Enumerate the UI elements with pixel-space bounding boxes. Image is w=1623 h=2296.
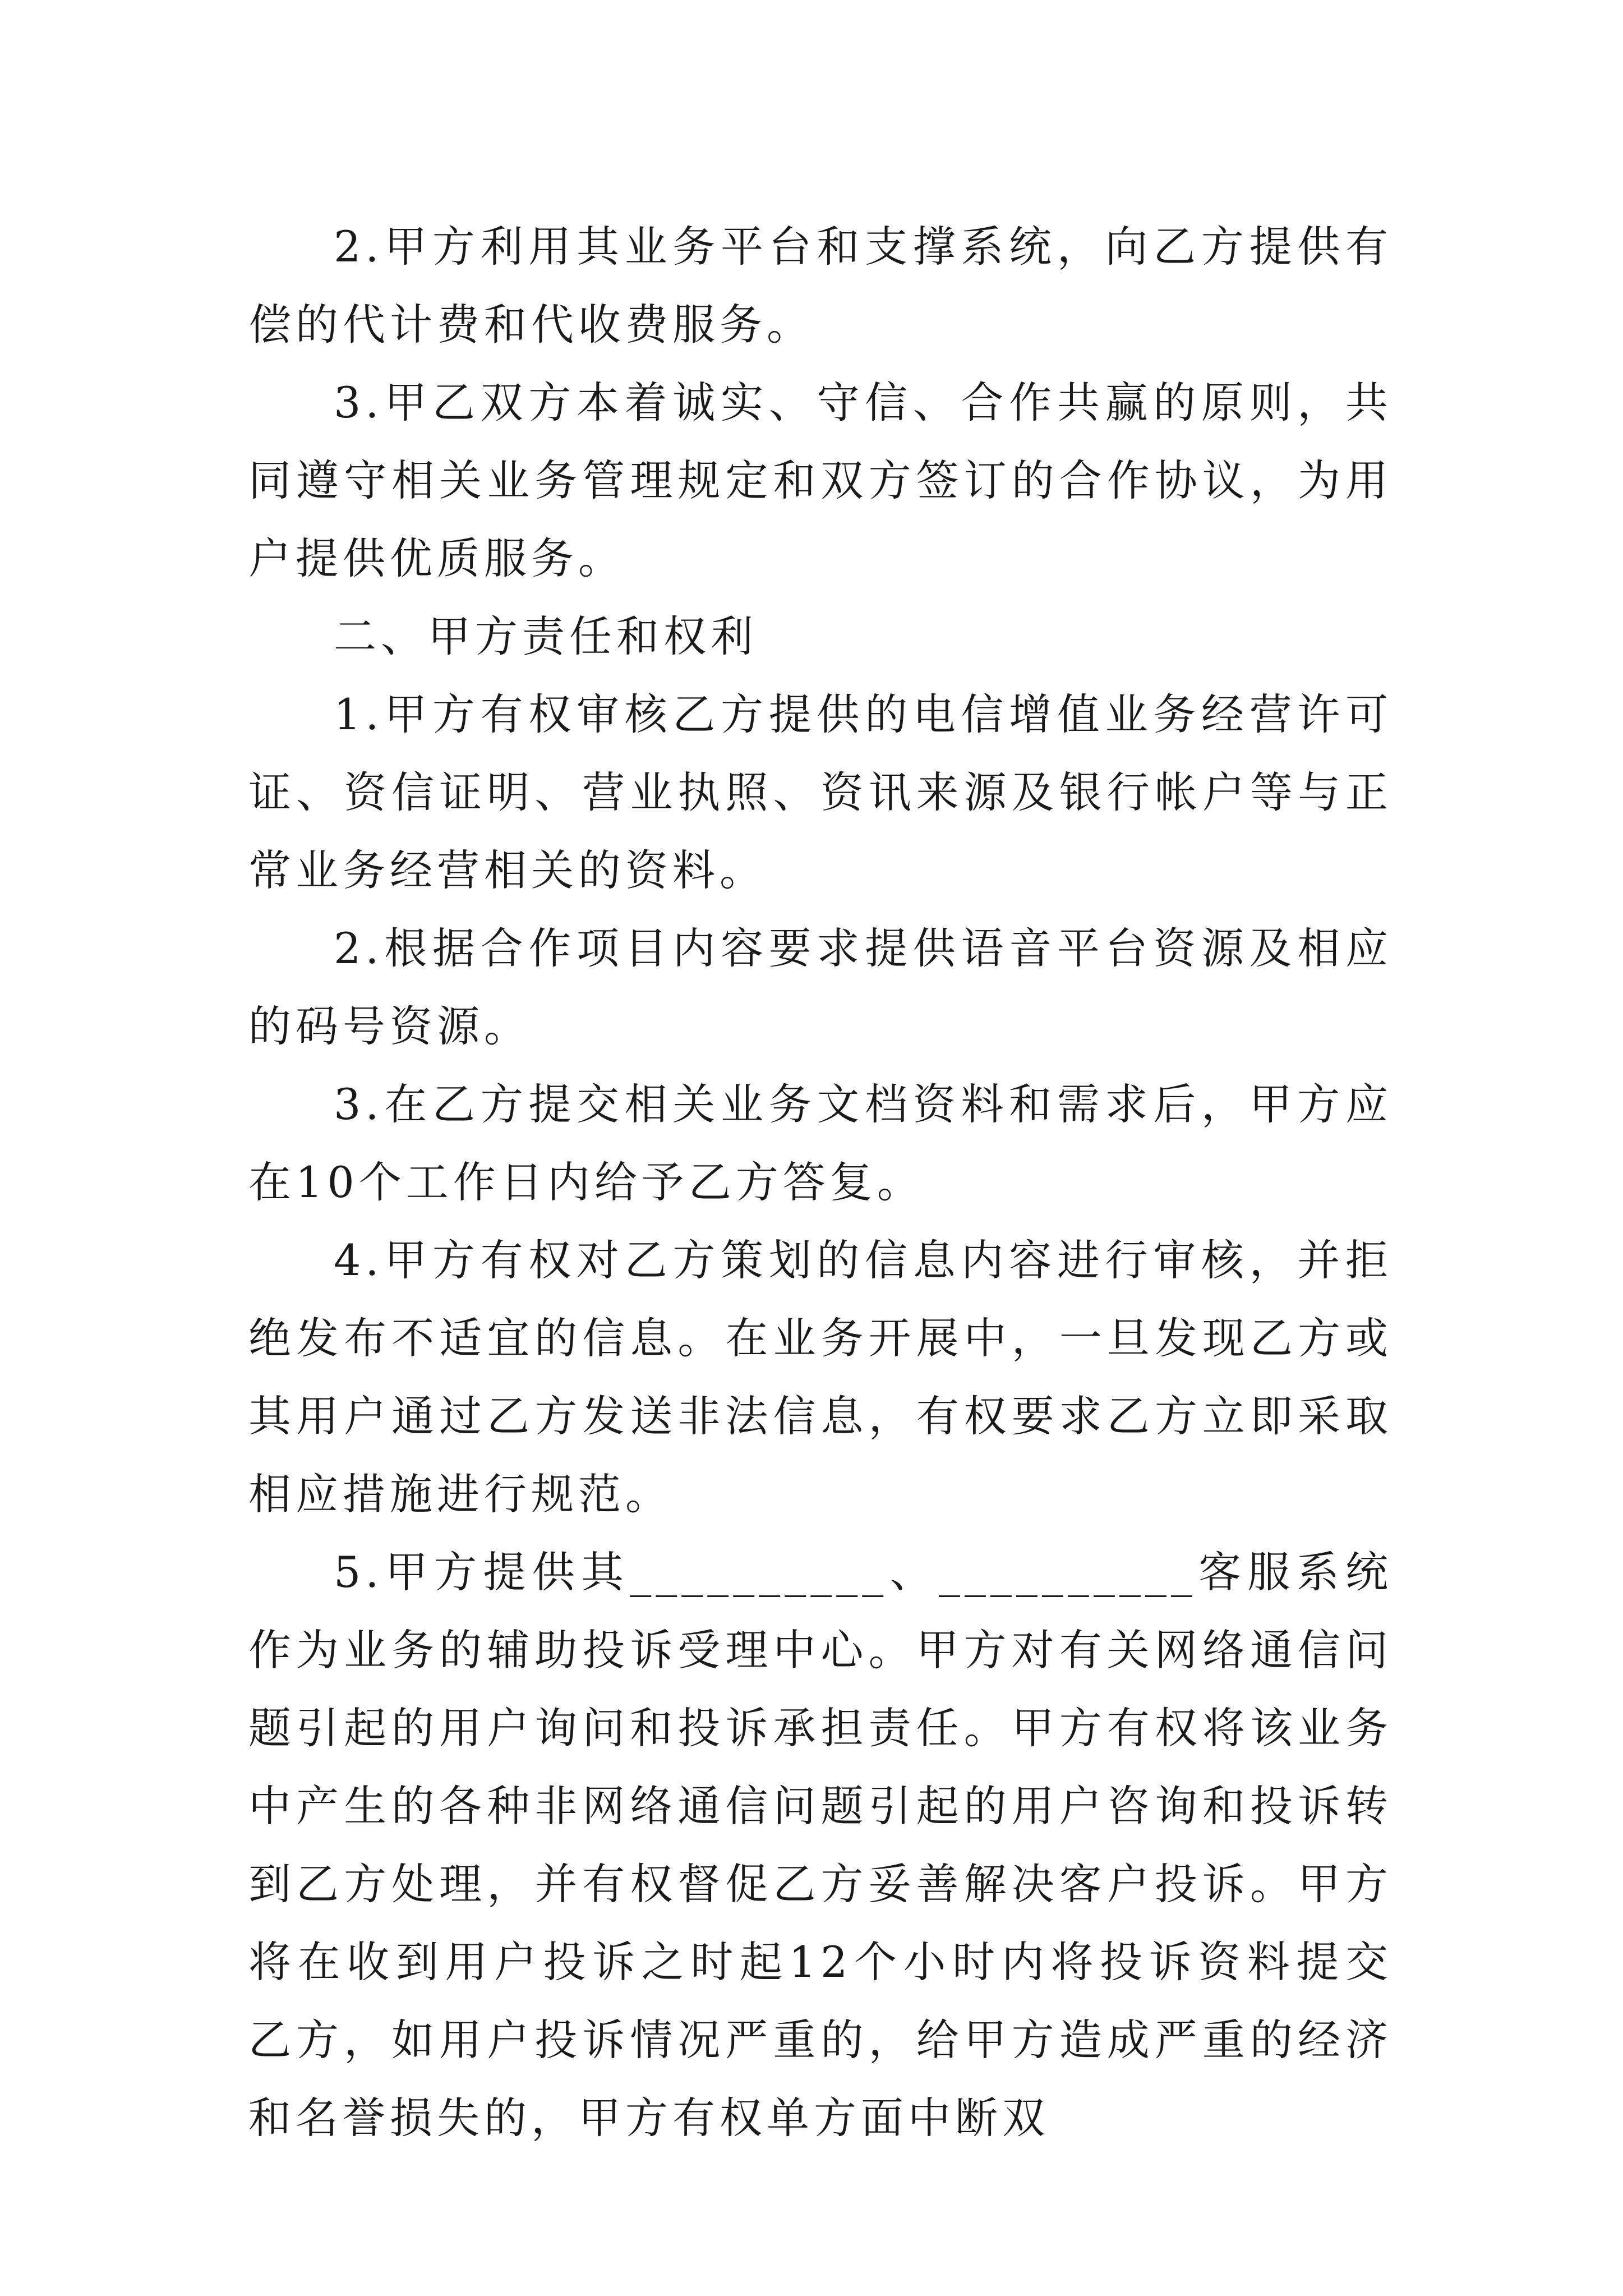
paragraph-voice-platform: 2.根据合作项目内容要求提供语音平台资源及相应的码号资源。 (248, 923, 1393, 1051)
paragraph-customer-service: 5.甲方提供其__________、__________客服系统作为业务的辅助投诉受理中心。甲方对有关网络通信问题引起的用户询问和投诉承担责任。甲方有权将该业务中产生的各种非网络通信问题引起的用户咨询和投诉转到乙方处理，并有权督促乙方妥善解决客户投诉。甲方将在收到用户投诉之时起12个小时内将投诉资料提交乙方，如用户投诉情况严重的，给甲方造成严重的经济和名誉损失的，甲方有权单方面中断双 (248, 1547, 1393, 2143)
paragraph-service-fee: 2.甲方利用其业务平台和支撑系统，向乙方提供有偿的代计费和代收费服务。 (248, 222, 1393, 349)
paragraph-reply-deadline: 3.在乙方提交相关业务文档资料和需求后，甲方应在10个工作日内给予乙方答复。 (248, 1079, 1393, 1207)
paragraph-review-license: 1.甲方有权审核乙方提供的电信增值业务经营许可证、资信证明、营业执照、资讯来源及银行帐户等与正常业务经营相关的资料。 (248, 689, 1393, 895)
document-body (248, 208, 1393, 2157)
paragraph-cooperation-principle: 3.甲乙双方本着诚实、守信、合作共赢的原则，共同遵守相关业务管理规定和双方签订的合作协议，为用户提供优质服务。 (248, 378, 1393, 583)
paragraph-content-review: 4.甲方有权对乙方策划的信息内容进行审核，并拒绝发布不适宜的信息。在业务开展中，一旦发现乙方或其用户通过乙方发送非法信息，有权要求乙方立即采取相应措施进行规范。 (248, 1235, 1393, 1519)
section-heading-party-a-rights: 二、甲方责任和权利 (334, 611, 758, 661)
